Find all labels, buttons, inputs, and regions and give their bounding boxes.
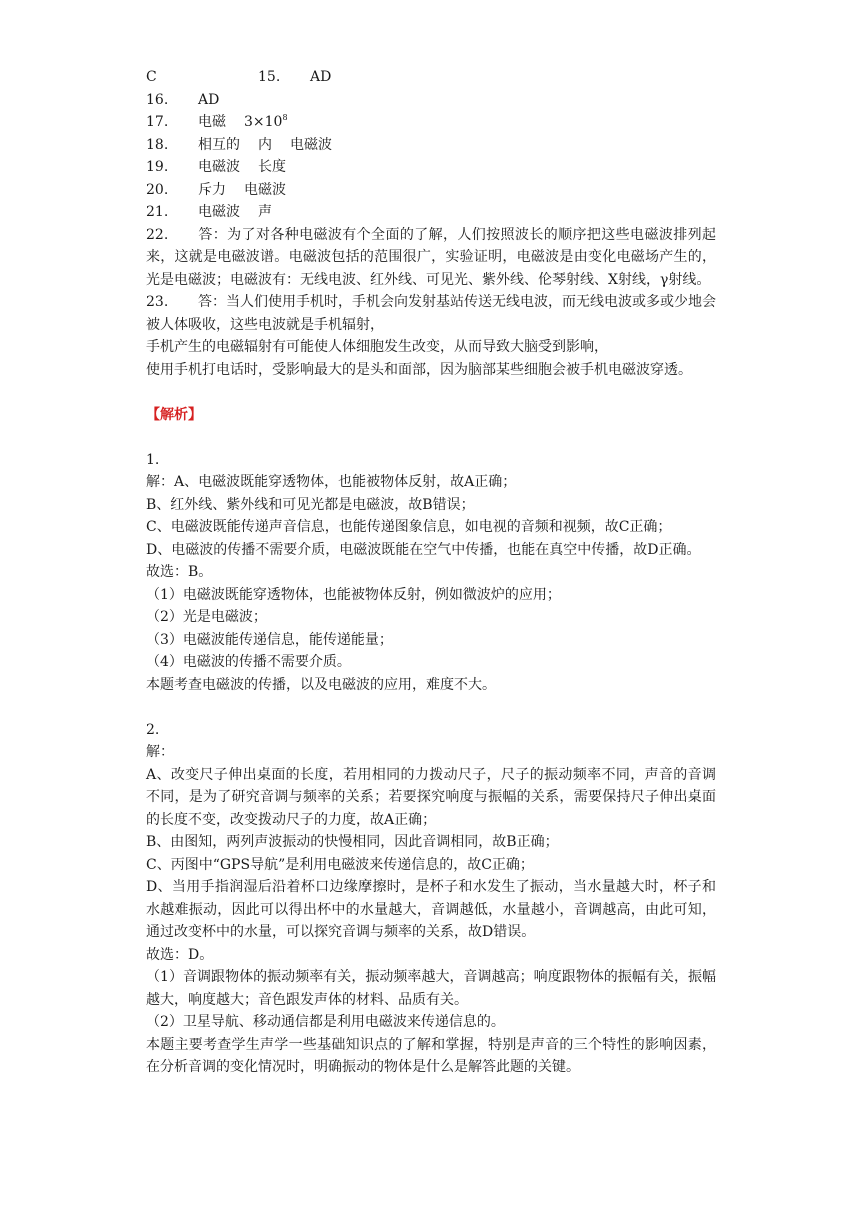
- answer-23-line-3: 使用手机打电话时，受影响最大的是头和面部，因为脑部某些细胞会被手机电磁波穿透。: [146, 361, 692, 378]
- answer-23-number: 23.: [146, 294, 169, 310]
- answer-19-value-b: 长度: [258, 159, 286, 175]
- analysis-q1-line: B、红外线、紫外线和可见光都是电磁波，故B错误；: [146, 496, 475, 513]
- answer-23-line-2: 手机产生的电磁辐射有可能使人体细胞发生改变，从而导致大脑受到影响，: [146, 339, 608, 355]
- analysis-q1-line: C、电磁波既能传递声音信息，也能传递图象信息，如电视的音频和视频，故C正确；: [146, 519, 672, 535]
- answer-17-number: 17.: [146, 114, 169, 130]
- analysis-q2-point: （1）音调跟物体的振动频率有关，振动频率越大，音调越高；响度跟物体的振幅有关，振幅越大，响度越大；音色跟发声体的材料、品质有关。: [146, 969, 716, 1008]
- answer-20-number: 20.: [146, 181, 169, 198]
- answer-21-number: 21.: [146, 204, 169, 220]
- answer-19-value-a: 电磁波: [198, 159, 240, 175]
- answer-row-16: [146, 89, 716, 112]
- analysis-q2-line: B、由图知，两列声波振动的快慢相同，因此音调相同，故B正确；: [146, 834, 559, 850]
- answer-17-exponent: 8: [282, 113, 288, 122]
- answer-15-number: 15.: [258, 69, 281, 85]
- answer-18-value-b: 内: [258, 136, 272, 153]
- answer-23-text: 答：当人们使用手机时，手机会向发射基站传送无线电波，而无线电波或多或少地会被人体吸收，这些电波就是手机辐射，: [146, 294, 716, 333]
- answer-17-value-a: 电磁: [198, 114, 226, 130]
- analysis-q2-line: C、丙图中“GPS导航”是利用电磁波来传递信息的，故C正确；: [146, 856, 534, 873]
- answer-18-value-c: 电磁波: [290, 136, 332, 153]
- answer-17-value-b: 3×10: [244, 114, 283, 130]
- answer-18-value-a: 相互的: [198, 136, 240, 153]
- analysis-q2-line: D、当用手指润湿后沿着杯口边缘摩擦时，是杯子和水发生了振动，当水量越大时，杯子和水越难振动，因此可以得出杯中的水量越大，音调越低，水量越小，音调越高，由此可知，通过改变杯中的水量，可以探究音调与频率的关系，故D错误。: [146, 879, 716, 940]
- answer-row-17: [146, 111, 716, 134]
- answer-row-18: [146, 134, 716, 157]
- answer-16-value: AD: [198, 91, 220, 108]
- answer-18-number: 18.: [146, 136, 169, 153]
- analysis-q1-answer: 故选：B。: [146, 564, 213, 580]
- answer-row-21: [146, 201, 716, 224]
- answer-22-text: 答：为了对各种电磁波有个全面的了解，人们按照波长的顺序把这些电磁波排列起来，这就是电磁波谱。电磁波包括的范围很广，实验证明，电磁波是由变化电磁场产生的，光是电磁波；电磁波有：无线电波、红外线、可见光、紫外线、伦琴射线、X射线，γ射线。: [146, 226, 716, 288]
- analysis-q2-number: 2.: [146, 721, 160, 738]
- analysis-q2-point: （2）卫星导航、移动通信都是利用电磁波来传递信息的。: [146, 1014, 505, 1030]
- analysis-q2-line: 解：: [146, 744, 174, 760]
- answer-row-23: [146, 291, 716, 336]
- analysis-q1-summary: 本题考查电磁波的传播，以及电磁波的应用，难度不大。: [146, 676, 496, 693]
- analysis-heading: 【解析】: [146, 406, 202, 423]
- answer-20-value-a: 斥力: [198, 181, 226, 198]
- document-page: [146, 66, 716, 1079]
- analysis-q1-point: （2）光是电磁波；: [146, 609, 267, 625]
- answer-row-15: [146, 66, 716, 89]
- answer-row-19: [146, 156, 716, 179]
- answer-20-value-b: 电磁波: [244, 181, 286, 198]
- analysis-q1-point: （1）电磁波既能穿透物体，也能被物体反射，例如微波炉的应用；: [146, 586, 561, 603]
- analysis-q1-line: 解：A、电磁波既能穿透物体，也能被物体反射，故A正确；: [146, 474, 517, 490]
- answer-row-22: [146, 224, 716, 292]
- analysis-q2-summary: 本题主要考查学生声学一些基础知识点的了解和掌握，特别是声音的三个特性的影响因素，在分析音调的变化情况时，明确振动的物体是什么是解答此题的关键。: [146, 1036, 716, 1075]
- answer-16-number: 16.: [146, 91, 169, 108]
- answer-22-number: 22.: [146, 226, 169, 243]
- analysis-q2-answer: 故选：D。: [146, 946, 214, 963]
- analysis-q2-line: A、改变尺子伸出桌面的长度，若用相同的力拨动尺子，尺子的振动频率不同，声音的音调不同，是为了研究音调与频率的关系；若要探究响度与振幅的关系，需要保持尺子伸出桌面的长度不变，改变拨动尺子的力度，故A正确；: [146, 766, 716, 828]
- answer-19-number: 19.: [146, 159, 169, 175]
- answer-14-value: C: [146, 69, 157, 85]
- analysis-q1-point: （3）电磁波能传递信息，能传递能量；: [146, 631, 393, 648]
- analysis-q1-number: 1.: [146, 451, 160, 468]
- analysis-q1-line: D、电磁波的传播不需要介质，电磁波既能在空气中传播，也能在真空中传播，故D正确。: [146, 541, 701, 558]
- answer-21-value-b: 声: [258, 204, 272, 220]
- answer-row-20: [146, 179, 716, 202]
- answer-15-value: AD: [310, 69, 332, 85]
- answer-21-value-a: 电磁波: [198, 204, 240, 220]
- analysis-q1-point: （4）电磁波的传播不需要介质。: [146, 654, 351, 670]
